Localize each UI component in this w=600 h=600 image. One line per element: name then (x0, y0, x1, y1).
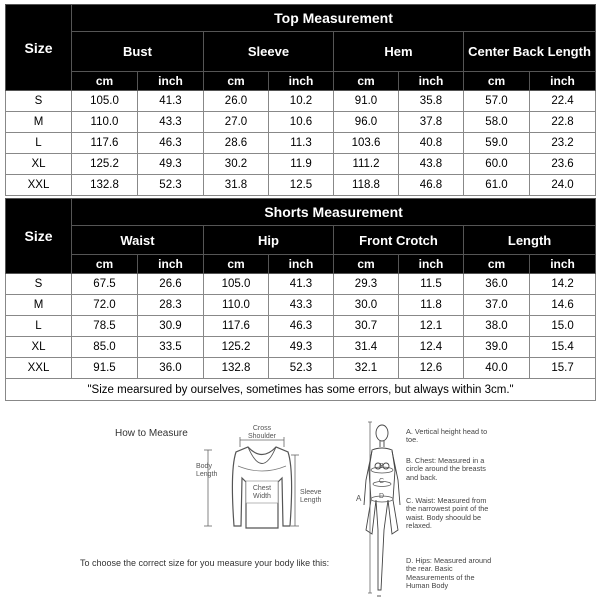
measurement-cell: 24.0 (530, 175, 596, 196)
size-label: M (6, 112, 72, 133)
size-label: XXL (6, 175, 72, 196)
measurement-cell: 72.0 (72, 295, 138, 316)
unit-header: cm (334, 72, 399, 91)
unit-header: inch (269, 255, 334, 274)
measurement-cell: 105.0 (204, 274, 269, 295)
group-header: Length (464, 226, 596, 255)
measurement-cell: 32.1 (334, 358, 399, 379)
unit-header: inch (530, 72, 596, 91)
measurement-cell: 14.2 (530, 274, 596, 295)
group-header: Hem (334, 32, 464, 72)
size-label: XL (6, 337, 72, 358)
measurement-cell: 118.8 (334, 175, 399, 196)
marker-b: B (379, 463, 384, 470)
unit-header: cm (334, 255, 399, 274)
measurement-cell: 46.3 (138, 133, 204, 154)
group-header: Sleeve (204, 32, 334, 72)
measurement-cell: 49.3 (269, 337, 334, 358)
unit-header: inch (138, 255, 204, 274)
group-header: Bust (72, 32, 204, 72)
measurement-cell: 30.7 (334, 316, 399, 337)
measurement-cell: 11.9 (269, 154, 334, 175)
sleeve-length-label: Sleeve Length (300, 489, 322, 504)
legend-item-a: A. Vertical height head to toe. (406, 427, 488, 445)
measurement-cell: 58.0 (464, 112, 530, 133)
measurement-cell: 10.2 (269, 91, 334, 112)
measurement-cell: 85.0 (72, 337, 138, 358)
unit-header: cm (204, 72, 269, 91)
size-note: "Size mearsured by ourselves, sometimes has some errors, but always within 3cm." (6, 379, 596, 401)
measurement-cell: 52.3 (269, 358, 334, 379)
unit-header: cm (204, 255, 269, 274)
measurement-cell: 36.0 (138, 358, 204, 379)
unit-header: cm (72, 72, 138, 91)
measurement-cell: 11.8 (399, 295, 464, 316)
unit-header: cm (72, 255, 138, 274)
group-header: Center Back Length (464, 32, 596, 72)
marker-a: A (356, 494, 362, 503)
size-label: M (6, 295, 72, 316)
measurement-cell: 43.3 (138, 112, 204, 133)
size-header: Size (6, 199, 72, 274)
measurement-cell: 132.8 (204, 358, 269, 379)
unit-header: inch (530, 255, 596, 274)
measurement-cell: 12.4 (399, 337, 464, 358)
measurement-cell: 96.0 (334, 112, 399, 133)
measurement-cell: 61.0 (464, 175, 530, 196)
measurement-cell: 29.3 (334, 274, 399, 295)
unit-header: inch (399, 255, 464, 274)
measurement-cell: 117.6 (204, 316, 269, 337)
measurement-cell: 46.3 (269, 316, 334, 337)
measurement-cell: 40.8 (399, 133, 464, 154)
measurement-cell: 67.5 (72, 274, 138, 295)
marker-c: C (379, 478, 385, 485)
unit-header: inch (399, 72, 464, 91)
measurement-cell: 23.2 (530, 133, 596, 154)
measurement-cell: 36.0 (464, 274, 530, 295)
measurement-cell: 125.2 (204, 337, 269, 358)
measurement-cell: 132.8 (72, 175, 138, 196)
measurement-cell: 11.5 (399, 274, 464, 295)
group-header: Front Crotch (334, 226, 464, 255)
measurement-cell: 22.4 (530, 91, 596, 112)
measurement-cell: 28.6 (204, 133, 269, 154)
measurement-cell: 78.5 (72, 316, 138, 337)
chest-width-label: Chest Width (252, 485, 272, 500)
measurement-cell: 27.0 (204, 112, 269, 133)
measurement-cell: 43.8 (399, 154, 464, 175)
measurement-cell: 35.8 (399, 91, 464, 112)
measurement-cell: 103.6 (334, 133, 399, 154)
measurement-cell: 30.0 (334, 295, 399, 316)
measurement-cell: 43.3 (269, 295, 334, 316)
legend-item-c: C. Waist: Measured from the narrowest point of the waist. Body shoould be relaxed. (406, 496, 489, 531)
measurement-cell: 105.0 (72, 91, 138, 112)
measurement-cell: 23.6 (530, 154, 596, 175)
unit-header: inch (269, 72, 334, 91)
measurement-cell: 15.0 (530, 316, 596, 337)
measurement-cell: 60.0 (464, 154, 530, 175)
measurement-cell: 38.0 (464, 316, 530, 337)
legend-item-d: D. Hips: Measured around the rear. Basic Measurements of the Human Body (406, 556, 492, 591)
measurement-cell: 52.3 (138, 175, 204, 196)
measurement-cell: 59.0 (464, 133, 530, 154)
size-label: L (6, 133, 72, 154)
measurement-cell: 91.0 (334, 91, 399, 112)
marker-d: D (379, 493, 385, 500)
size-label: L (6, 316, 72, 337)
instruction-text: To choose the correct size for you measure your body like this: (80, 558, 330, 568)
measurement-cell: 37.8 (399, 112, 464, 133)
measurement-cell: 31.8 (204, 175, 269, 196)
measurement-cell: 41.3 (138, 91, 204, 112)
measurement-cell: 10.6 (269, 112, 334, 133)
unit-header: cm (464, 255, 530, 274)
measurement-cell: 12.1 (399, 316, 464, 337)
size-label: S (6, 274, 72, 295)
measurement-cell: 31.4 (334, 337, 399, 358)
measurement-cell: 26.6 (138, 274, 204, 295)
how-to-measure-title: How to Measure (115, 428, 188, 439)
size-label: XXL (6, 358, 72, 379)
cross-shoulder-label: Cross Shoulder (247, 425, 277, 440)
unit-header: cm (464, 72, 530, 91)
measurement-cell: 11.3 (269, 133, 334, 154)
measurement-cell: 49.3 (138, 154, 204, 175)
measurement-cell: 12.6 (399, 358, 464, 379)
measurement-cell: 30.2 (204, 154, 269, 175)
table-title: Shorts Measurement (72, 199, 596, 226)
measurement-cell: 57.0 (464, 91, 530, 112)
measurement-cell: 14.6 (530, 295, 596, 316)
measurement-cell: 110.0 (72, 112, 138, 133)
legend-item-b: B. Chest: Measured in a circle around the breasts and back. (406, 456, 486, 482)
body-length-label: Body Length (196, 463, 218, 478)
measurement-cell: 40.0 (464, 358, 530, 379)
measurement-cell: 12.5 (269, 175, 334, 196)
measurement-cell: 37.0 (464, 295, 530, 316)
measurement-cell: 33.5 (138, 337, 204, 358)
human-figure (364, 425, 400, 596)
measurement-cell: 15.7 (530, 358, 596, 379)
measurement-cell: 117.6 (72, 133, 138, 154)
measurement-cell: 26.0 (204, 91, 269, 112)
table-title: Top Measurement (72, 5, 596, 32)
measurement-cell: 125.2 (72, 154, 138, 175)
measurement-cell: 22.8 (530, 112, 596, 133)
size-label: S (6, 91, 72, 112)
size-header: Size (6, 5, 72, 91)
measurement-cell: 91.5 (72, 358, 138, 379)
measurement-cell: 46.8 (399, 175, 464, 196)
measurement-cell: 111.2 (334, 154, 399, 175)
measurement-cell: 28.3 (138, 295, 204, 316)
measurement-cell: 110.0 (204, 295, 269, 316)
group-header: Waist (72, 226, 204, 255)
size-label: XL (6, 154, 72, 175)
measurement-cell: 15.4 (530, 337, 596, 358)
group-header: Hip (204, 226, 334, 255)
measurement-cell: 39.0 (464, 337, 530, 358)
unit-header: inch (138, 72, 204, 91)
measurement-cell: 41.3 (269, 274, 334, 295)
measurement-cell: 30.9 (138, 316, 204, 337)
